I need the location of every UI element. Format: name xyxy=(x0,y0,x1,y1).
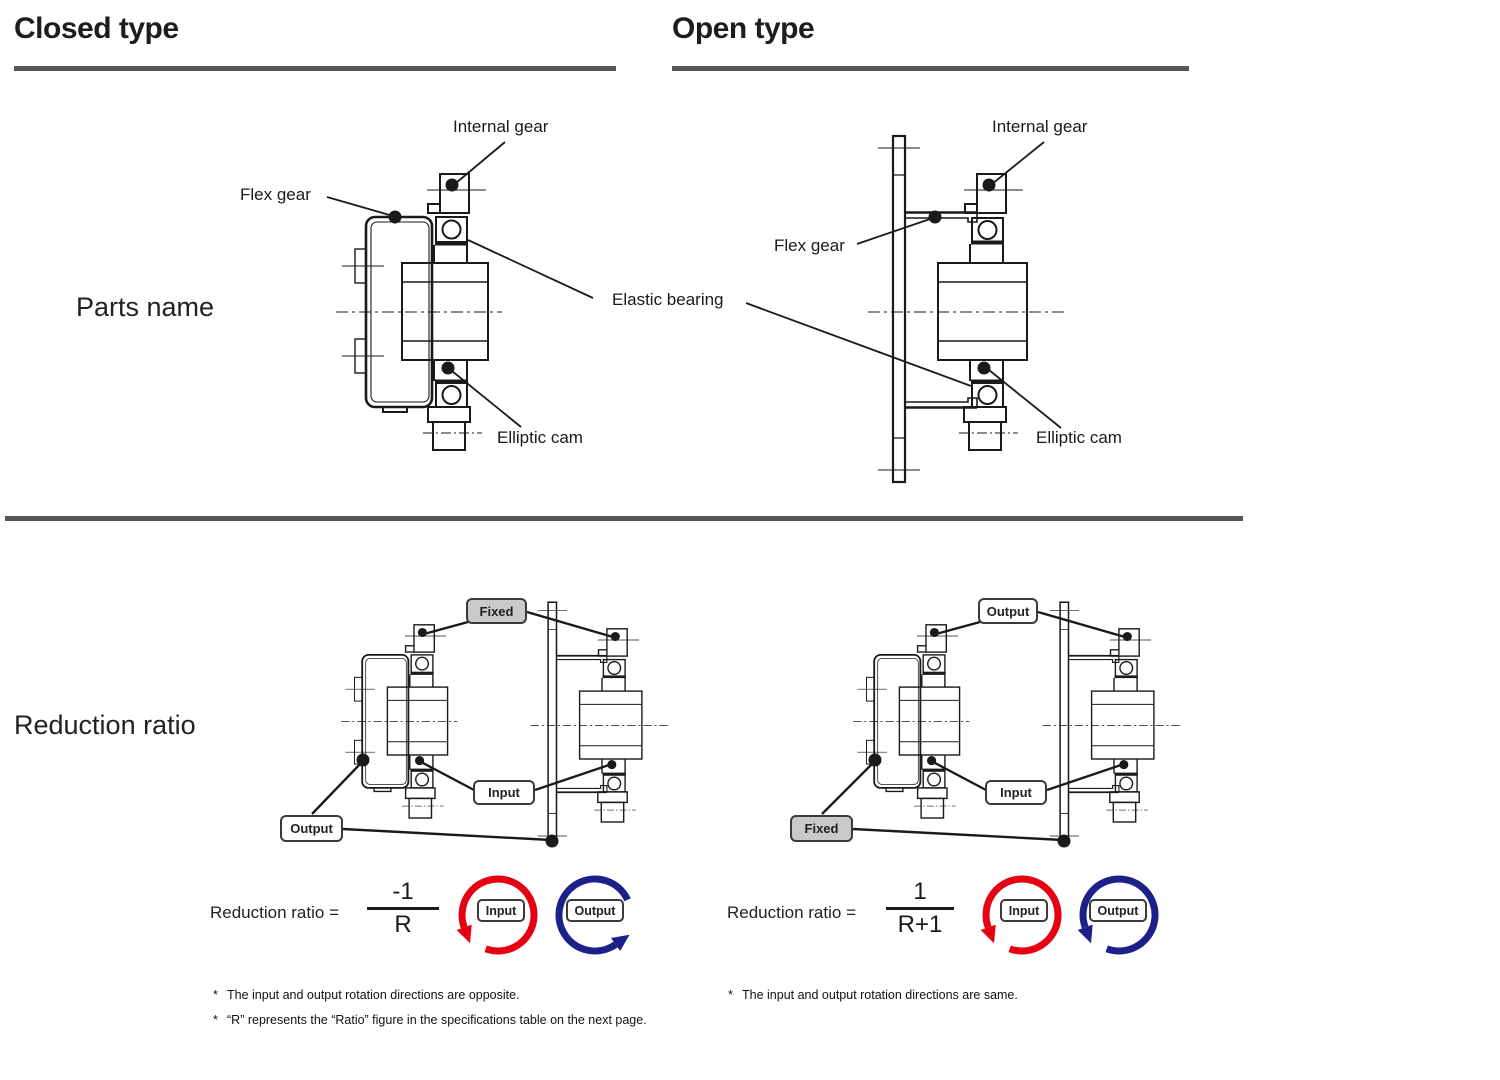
open-formula-fraction xyxy=(886,879,954,938)
input-tag-open: Input xyxy=(985,780,1047,805)
closed-footnote-2 xyxy=(213,1013,647,1027)
closed-internal-gear-label: Internal gear xyxy=(453,117,549,136)
open-formula-prefix: Reduction ratio = xyxy=(727,903,856,922)
parts-name-label: Parts name xyxy=(76,292,215,322)
open-footnote-1 xyxy=(728,988,1018,1002)
elastic-bearing-label: Elastic bearing xyxy=(612,290,724,309)
open-formula-numerator: 1 xyxy=(913,878,927,905)
footnote-text: The input and output rotation directions are opposite. xyxy=(227,988,520,1002)
closed-mechanism-drawing-small xyxy=(849,615,972,825)
open-mechanism-drawing-small xyxy=(525,598,700,850)
input-tag-closed: Input xyxy=(473,780,535,805)
output-tag-closed: Output xyxy=(280,815,343,842)
closed-rotation-output-tag: Output xyxy=(566,899,624,922)
closed-formula-denominator: R xyxy=(394,911,412,938)
fixed-tag-closed: Fixed xyxy=(466,598,527,624)
footnote-text: “R” represents the “Ratio” figure in the specifications table on the next page. xyxy=(227,1013,647,1027)
output-tag-open: Output xyxy=(978,598,1038,624)
closed-mechanism-drawing-small xyxy=(337,615,460,825)
closed-flex-gear-label: Flex gear xyxy=(240,185,311,204)
fixed-tag-open: Fixed xyxy=(790,815,853,842)
fraction-bar xyxy=(367,907,439,910)
closed-elliptic-cam-label: Elliptic cam xyxy=(497,428,583,447)
footnote-asterisk: * xyxy=(213,1013,218,1027)
footnote-asterisk: * xyxy=(728,988,733,1002)
section-divider xyxy=(5,516,1243,521)
closed-footnote-1 xyxy=(213,988,520,1002)
fraction-bar xyxy=(886,907,954,910)
open-elliptic-cam-label: Elliptic cam xyxy=(1036,428,1122,447)
open-type-title: Open type xyxy=(672,12,815,45)
open-rotation-input-tag: Input xyxy=(1000,899,1048,922)
open-flex-gear-label: Flex gear xyxy=(774,236,845,255)
closed-formula-fraction xyxy=(367,879,439,938)
closed-formula-numerator: -1 xyxy=(392,878,414,905)
footnote-asterisk: * xyxy=(213,988,218,1002)
closed-title-rule xyxy=(14,66,616,71)
closed-mechanism-drawing xyxy=(330,160,505,460)
closed-formula-prefix: Reduction ratio = xyxy=(210,903,339,922)
closed-type-title: Closed type xyxy=(14,12,179,45)
open-internal-gear-label: Internal gear xyxy=(992,117,1088,136)
open-mechanism-drawing-small xyxy=(1037,598,1212,850)
open-rotation-output-tag: Output xyxy=(1089,899,1147,922)
reduction-ratio-label: Reduction ratio xyxy=(14,710,196,740)
open-title-rule xyxy=(672,66,1189,71)
closed-rotation-input-tag: Input xyxy=(477,899,525,922)
open-formula-denominator: R+1 xyxy=(897,911,943,938)
footnote-text: The input and output rotation directions are same. xyxy=(742,988,1018,1002)
